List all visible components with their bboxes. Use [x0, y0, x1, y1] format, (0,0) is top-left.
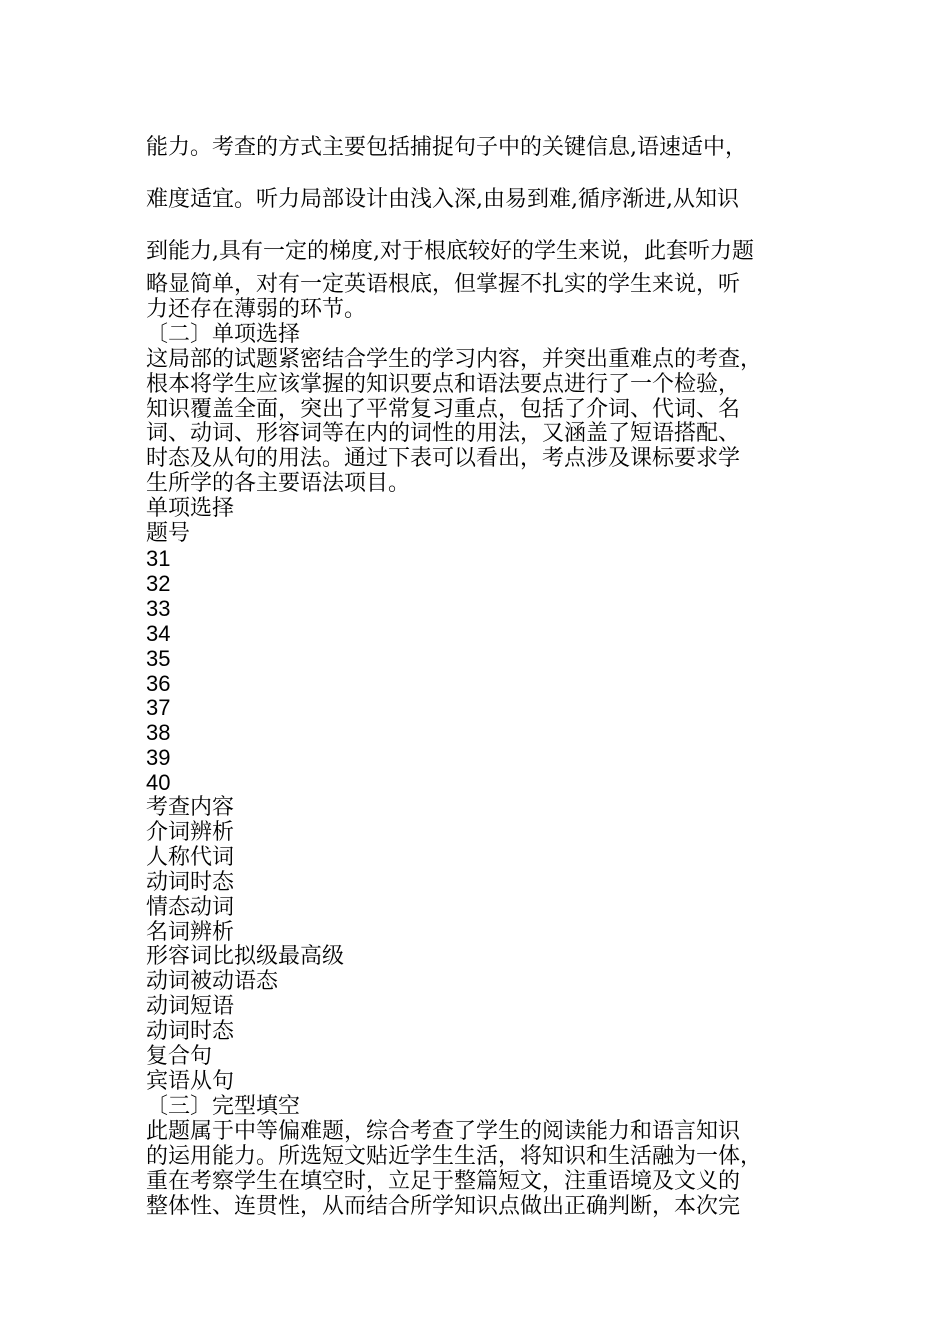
content-item: 动词时态 [146, 869, 235, 895]
content-item: 动词短语 [146, 994, 235, 1020]
section-heading: 〔二〕单项选择 [146, 321, 301, 347]
content-item: 名词辨析 [146, 919, 235, 945]
question-number: 34 [146, 620, 171, 646]
text-line: 词、动词、形容词等在内的词性的用法，又涵盖了短语搭配、 [146, 421, 741, 447]
text-line: 整体性、连贯性，从而结合所学知识点做出正确判断，本次完 [146, 1193, 741, 1219]
question-number: 40 [146, 770, 171, 796]
text-line: 力还存在薄弱的环节。 [146, 296, 367, 322]
text-line: 时态及从句的用法。通过下表可以看出，考点涉及课标要求学 [146, 446, 741, 472]
question-number: 35 [146, 645, 171, 671]
content-item: 介词辨析 [146, 819, 235, 845]
text-line: 到能力,具有一定的梯度,对于根底较好的学生来说，此套听力题 [146, 239, 754, 264]
question-number: 37 [146, 695, 171, 721]
text-line: 生所学的各主要语法项目。 [146, 471, 411, 497]
content-item: 形容词比拟级最高级 [146, 944, 345, 970]
text-line: 知识覆盖全面，突出了平常复习重点，包括了介词、代词、名 [146, 396, 741, 422]
text-line: 此题属于中等偏难题，综合考查了学生的阅读能力和语言知识 [146, 1118, 741, 1144]
column-header-content: 考查内容 [146, 795, 235, 821]
text-line: 难度适宜。听力局部设计由浅入深,由易到难,循序渐进,从知识 [146, 187, 739, 212]
question-number: 36 [146, 670, 171, 696]
text-line: 根本将学生应该掌握的知识要点和语法要点进行了一个检验， [146, 371, 741, 397]
question-number: 38 [146, 720, 171, 746]
table-title: 单项选择 [146, 496, 235, 522]
question-number: 39 [146, 745, 171, 771]
text-line: 略显简单，对有一定英语根底，但掌握不扎实的学生来说，听 [146, 272, 741, 297]
text-line: 这局部的试题紧密结合学生的学习内容，并突出重难点的考查， [146, 346, 763, 372]
section-heading: 〔三〕完型填空 [146, 1093, 301, 1119]
intro-paragraph [146, 122, 754, 278]
content-item: 人称代词 [146, 844, 235, 870]
content-item: 宾语从句 [146, 1069, 235, 1094]
question-number: 33 [146, 595, 171, 621]
text-line: 的运用能力。所选短文贴近学生生活，将知识和生活融为一体， [146, 1143, 763, 1169]
question-number: 32 [146, 570, 171, 596]
content-item: 动词时态 [146, 1019, 235, 1045]
text-line: 重在考察学生在填空时，立足于整篇短文，注重语境及文义的 [146, 1168, 741, 1194]
content-item: 复合句 [146, 1044, 213, 1070]
text-line: 能力。考查的方式主要包括捕捉句子中的关键信息,语速适中， [146, 135, 747, 160]
question-number: 31 [146, 545, 171, 571]
content-item: 情态动词 [146, 894, 235, 920]
content-item: 动词被动语态 [146, 969, 279, 995]
main-text-block [146, 273, 762, 1219]
column-header-question-number: 题号 [146, 521, 191, 547]
